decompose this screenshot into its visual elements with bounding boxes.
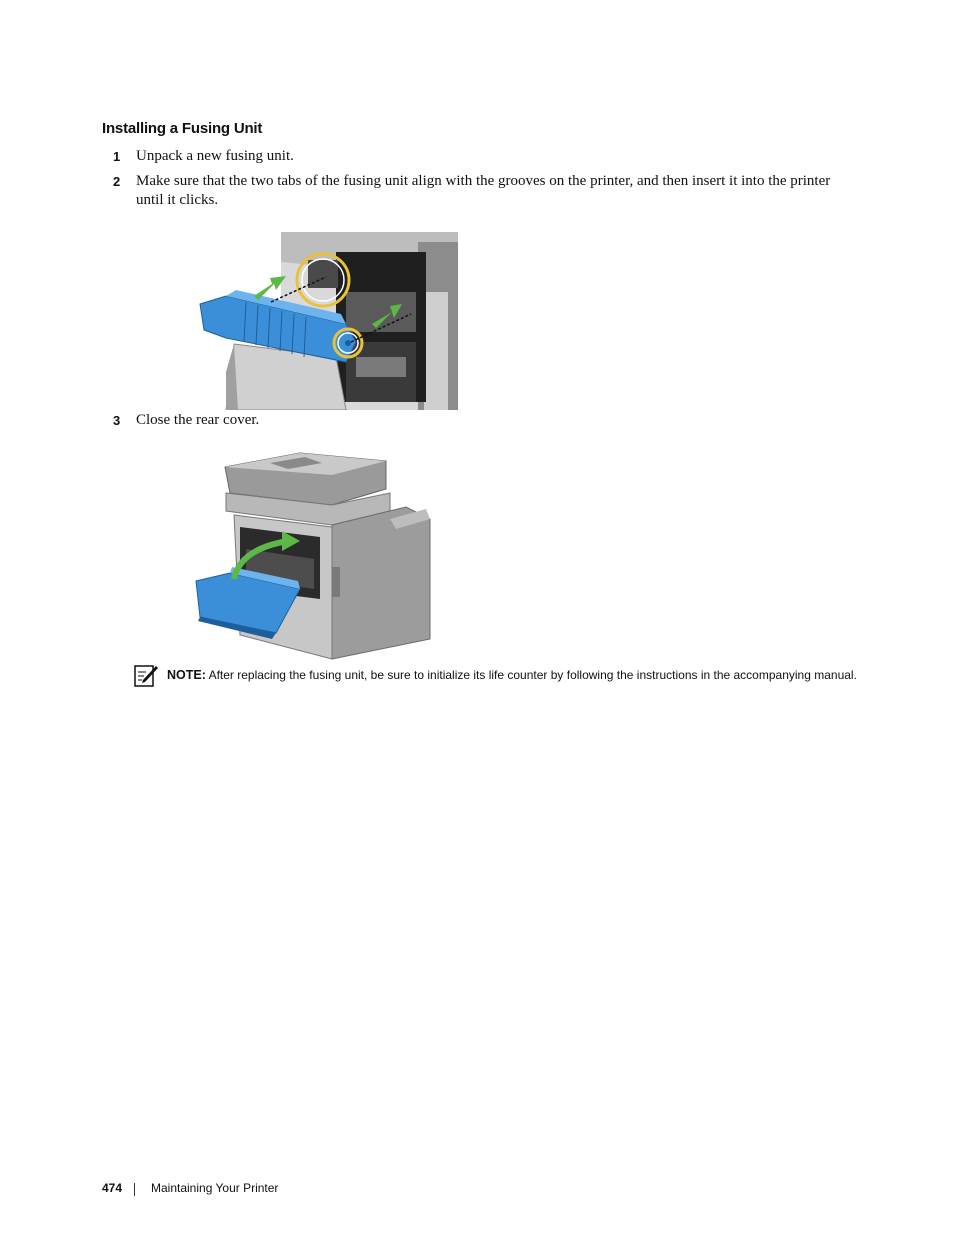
step-text: Make sure that the two tabs of the fusing unit align with the grooves on the printer, and then insert it into the printer until it clicks. <box>136 173 831 208</box>
footer-section-title: Maintaining Your Printer <box>151 1181 279 1195</box>
close-rear-cover-illustration <box>190 449 432 662</box>
footer-separator <box>134 1183 135 1196</box>
note <box>167 666 867 684</box>
page-number: 474 <box>102 1181 123 1195</box>
step-number: 2 <box>113 174 121 189</box>
step-number: 1 <box>113 149 121 164</box>
note-label: NOTE: <box>167 668 206 682</box>
note-text: After replacing the fusing unit, be sure to initialize its life counter by following the instructions in the accompanying manual. <box>208 668 857 682</box>
fusing-unit-insertion-illustration <box>196 232 458 410</box>
section-heading: Installing a Fusing Unit <box>102 120 263 137</box>
step-number: 3 <box>113 413 121 428</box>
step-text: Unpack a new fusing unit. <box>136 148 294 164</box>
note-pencil-icon <box>134 664 158 688</box>
step-text: Close the rear cover. <box>136 412 260 428</box>
